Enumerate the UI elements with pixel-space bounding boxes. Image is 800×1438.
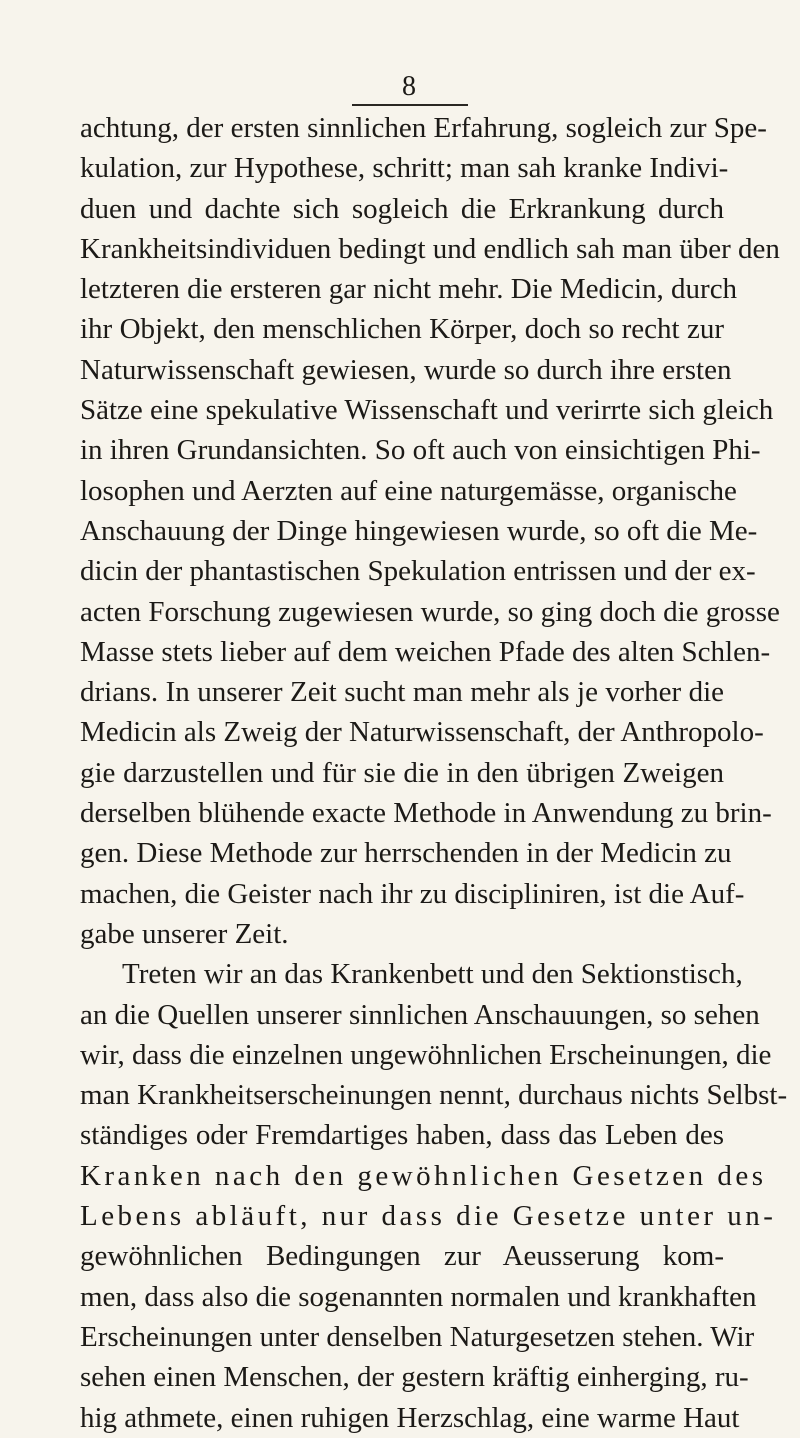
text-line: drians. In unserer Zeit sucht man mehr als je vorher die <box>80 676 724 709</box>
text-line: wir, dass die einzelnen ungewöhnlichen Erscheinungen, die <box>80 1038 772 1071</box>
text-line: kulation, zur Hypothese, schritt; man sah kranke Indivi- <box>80 152 729 185</box>
text-line: hig athmete, einen ruhigen Herzschlag, eine warme Haut <box>80 1401 740 1434</box>
text-line: derselben blühende exacte Methode in Anwendung zu brin- <box>80 797 772 830</box>
text-line: Erscheinungen unter denselben Naturgesetzen stehen. Wir <box>80 1320 755 1353</box>
text-line: duen und dachte sich sogleich die Erkrankung durch <box>80 192 724 225</box>
paragraph-start-line: Treten wir an das Krankenbett und den Sektionstisch, <box>122 958 743 991</box>
text-line: letzteren die ersteren gar nicht mehr. Die Medicin, durch <box>80 273 738 306</box>
text-line: machen, die Geister nach ihr zu discipliniren, ist die Auf- <box>80 877 745 910</box>
text-line: ihr Objekt, den menschlichen Körper, doch so recht zur <box>80 313 724 346</box>
text-line: men, dass also die sogenannten normalen und krankhaften <box>80 1280 757 1313</box>
text-line: Masse stets lieber auf dem weichen Pfade des alten Schlen- <box>80 635 771 668</box>
text-line: Naturwissenschaft gewiesen, wurde so durch ihre ersten <box>80 353 732 386</box>
text-line: dicin der phantastischen Spekulation entrissen und der ex- <box>80 555 756 588</box>
text-line: ständiges oder Fremdartiges haben, dass das Leben des <box>80 1119 724 1152</box>
text-line: an die Quellen unserer sinnlichen Anschauungen, so sehen <box>80 998 760 1031</box>
text-line: Medicin als Zweig der Naturwissenschaft, der Anthropolo- <box>80 716 764 749</box>
text-line: Sätze eine spekulative Wissenschaft und verirrte sich gleich <box>80 394 774 427</box>
body-text <box>80 108 788 1438</box>
text-line: acten Forschung zugewiesen wurde, so ging doch die grosse <box>80 595 780 628</box>
text-line: achtung, der ersten sinnlichen Erfahrung, sogleich zur Spe- <box>80 112 767 144</box>
text-line: gen. Diese Methode zur herrschenden in der Medicin zu <box>80 837 732 870</box>
text-line: gewöhnlichen Bedingungen zur Aeusserung kom- <box>80 1240 724 1273</box>
text-line: Anschauung der Dinge hingewiesen wurde, so oft die Me- <box>80 514 758 547</box>
page-number: 8 <box>402 71 416 102</box>
paragraph-end-line: gabe unserer Zeit. <box>80 917 289 950</box>
text-line: man Krankheitserscheinungen nennt, durchaus nichts Selbst- <box>80 1079 788 1112</box>
text-line: in ihren Grundansichten. So oft auch von einsichtigen Phi- <box>80 434 761 467</box>
page-number-rule <box>352 104 468 106</box>
text-line: losophen und Aerzten auf eine naturgemässe, organische <box>80 474 737 507</box>
text-line: gie darzustellen und für sie die in den übrigen Zweigen <box>80 756 724 789</box>
spaced-emphasis-line: Lebens abläuft, nur dass die Gesetze unter un- <box>80 1200 777 1233</box>
text-line: sehen einen Menschen, der gestern kräftig einherging, ru- <box>80 1361 749 1394</box>
spaced-emphasis-line: Kranken nach den gewöhnlichen Gesetzen des <box>80 1159 767 1192</box>
text-line: Krankheitsindividuen bedingt und endlich sah man über den <box>80 232 780 265</box>
